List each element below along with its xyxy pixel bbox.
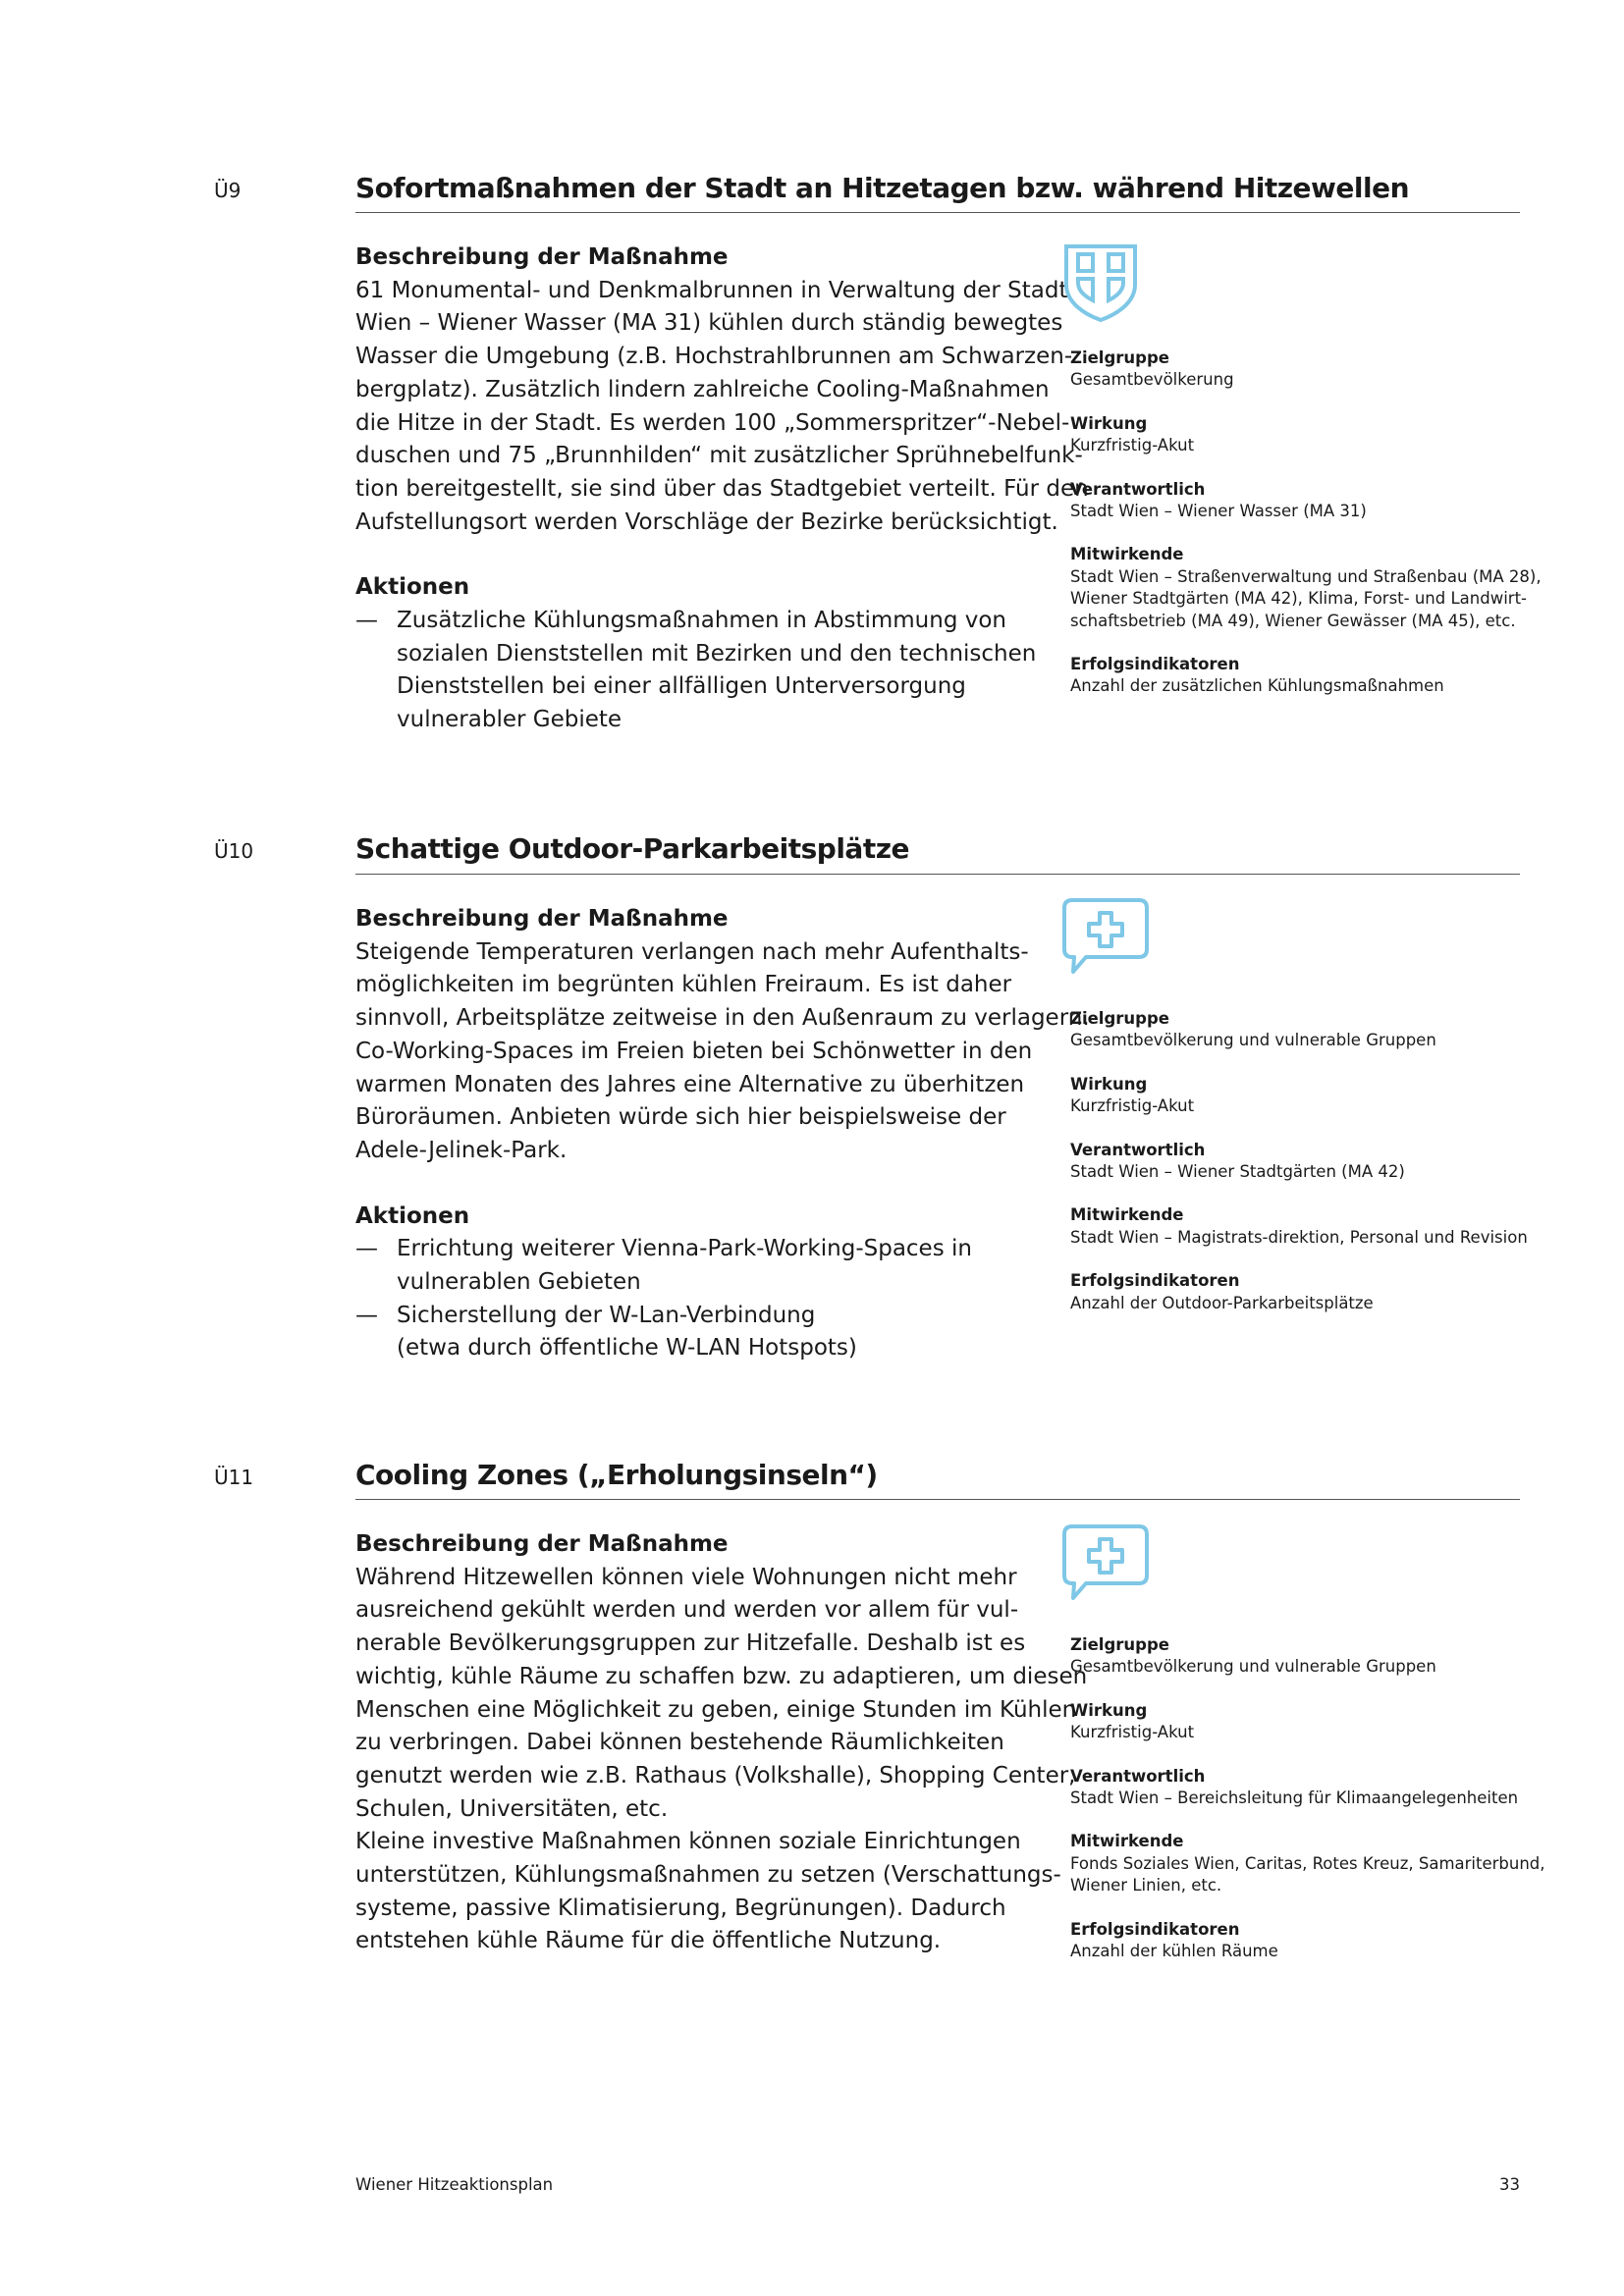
- participants-value: Stadt Wien – Straßenverwaltung und Straßenbau (MA 28),: [1070, 566, 1542, 586]
- description-heading: Beschreibung der Maßnahme: [355, 906, 729, 932]
- footer-document-title: Wiener Hitzeaktionsplan: [355, 2175, 554, 2194]
- participants-label: Mitwirkende: [1070, 545, 1184, 564]
- participants-value: Wiener Stadtgärten (MA 42), Klima, Forst- und Landwirt-: [1070, 589, 1528, 609]
- responsible-value: Stadt Wien – Wiener Stadtgärten (MA 42): [1070, 1162, 1405, 1182]
- effect-value: Kurzfristig-Akut: [1070, 1096, 1195, 1116]
- description-line: Adele-Jelinek-Park.: [355, 1137, 568, 1163]
- participants-label: Mitwirkende: [1070, 1832, 1184, 1851]
- action-line: vulnerablen Gebieten: [397, 1269, 641, 1296]
- description-line: Aufstellungsort werden Vorschläge der Bezirke berücksichtigt.: [355, 508, 1058, 535]
- indicators-label: Erfolgsindikatoren: [1070, 1271, 1240, 1291]
- info-column: [1070, 1008, 1532, 1336]
- actions-heading: Aktionen: [355, 574, 470, 601]
- description-line: Schulen, Universitäten, etc.: [355, 1795, 669, 1822]
- section-title: Cooling Zones („Erholungsinseln“): [355, 1459, 878, 1491]
- responsible-label: Verantwortlich: [1070, 479, 1206, 499]
- participants-label: Mitwirkende: [1070, 1205, 1184, 1225]
- description-line: duschen und 75 „Brunnhilden“ mit zusätzlicher Sprühnebelfunk-: [355, 443, 1083, 469]
- effect-block: [1070, 413, 1532, 457]
- action-item: [355, 1300, 1047, 1365]
- indicators-value: Anzahl der kühlen Räume: [1070, 1942, 1278, 1961]
- indicators-block: [1070, 1919, 1532, 1963]
- responsible-block: [1070, 1140, 1532, 1184]
- action-line: Sicherstellung der W-Lan-Verbindung: [397, 1302, 816, 1328]
- participants-block: [1070, 1831, 1545, 1896]
- section-divider: [355, 1499, 1520, 1500]
- description-line: systeme, passive Klimatisierung, Begrünungen). Dadurch: [355, 1895, 1006, 1921]
- responsible-value: Stadt Wien – Wiener Wasser (MA 31): [1070, 502, 1367, 521]
- action-line: Dienststellen bei einer allfälligen Unterversorgung: [397, 673, 966, 700]
- target-group-block: [1070, 347, 1532, 392]
- target-group-label: Zielgruppe: [1070, 1009, 1169, 1028]
- dash-bullet: —: [355, 1302, 378, 1328]
- section-number: Ü9: [214, 179, 242, 202]
- description-line: möglichkeiten im begrünten kühlen Freiraum. Es ist daher: [355, 972, 1012, 998]
- dash-bullet: —: [355, 608, 378, 634]
- description-text: [355, 275, 1089, 540]
- description-heading: Beschreibung der Maßnahme: [355, 244, 729, 270]
- effect-value: Kurzfristig-Akut: [1070, 1723, 1195, 1742]
- description-line: Wasser die Umgebung (z.B. Hochstrahlbrunnen am Schwarzen-: [355, 344, 1073, 370]
- actions-heading: Aktionen: [355, 1202, 470, 1229]
- indicators-value: Anzahl der zusätzlichen Kühlungsmaßnahmen: [1070, 676, 1444, 696]
- dash-bullet: —: [355, 1236, 378, 1262]
- description-line: nerable Bevölkerungsgruppen zur Hitzefalle. Deshalb ist es: [355, 1630, 1026, 1657]
- description-line: bergplatz). Zusätzlich lindern zahlreiche Cooling-Maßnahmen: [355, 376, 1050, 402]
- action-line: Errichtung weiterer Vienna-Park-Working-Spaces in: [397, 1236, 972, 1262]
- description-line: Steigende Temperaturen verlangen nach mehr Aufenthalts-: [355, 938, 1029, 965]
- effect-block: [1070, 1700, 1532, 1744]
- target-group-label: Zielgruppe: [1070, 348, 1169, 367]
- description-line: Wien – Wiener Wasser (MA 31) kühlen durch ständig bewegtes: [355, 310, 1063, 337]
- action-line: Zusätzliche Kühlungsmaßnahmen in Abstimmung von: [397, 608, 1006, 634]
- responsible-block: [1070, 1766, 1532, 1810]
- description-line: sinnvoll, Arbeitsplätze zeitweise in den Außenraum zu verlagern.: [355, 1005, 1090, 1032]
- responsible-label: Verantwortlich: [1070, 1766, 1206, 1786]
- description-column: [355, 241, 1089, 737]
- action-line: sozialen Dienststellen mit Bezirken und den technischen: [397, 640, 1037, 667]
- info-column: [1070, 1634, 1545, 1984]
- section-divider: [355, 212, 1520, 213]
- description-line: Während Hitzewellen können viele Wohnungen nicht mehr: [355, 1564, 1017, 1590]
- description-line: zu verbringen. Dabei können bestehende Räumlichkeiten: [355, 1730, 1004, 1756]
- action-item: [355, 605, 1047, 737]
- indicators-label: Erfolgsindikatoren: [1070, 655, 1240, 674]
- section-number: Ü11: [214, 1466, 254, 1489]
- effect-label: Wirkung: [1070, 1074, 1148, 1094]
- target-group-block: [1070, 1634, 1532, 1679]
- section-title: Sofortmaßnahmen der Stadt an Hitzetagen bzw. während Hitzewellen: [355, 172, 1410, 204]
- description-line: Büroräumen. Anbieten würde sich hier beispielsweise der: [355, 1104, 1006, 1131]
- target-group-value: Gesamtbevölkerung: [1070, 370, 1234, 390]
- action-line: (etwa durch öffentliche W-LAN Hotspots): [397, 1335, 857, 1362]
- description-line: entstehen kühle Räume für die öffentliche Nutzung.: [355, 1928, 942, 1954]
- health-cross-speech-bubble-icon: [1060, 1523, 1151, 1612]
- responsible-block: [1070, 479, 1532, 523]
- participants-block: [1070, 544, 1542, 632]
- description-line: Kleine investive Maßnahmen können soziale Einrichtungen: [355, 1829, 1021, 1855]
- health-cross-speech-bubble-icon: [1060, 897, 1151, 986]
- target-group-value: Gesamtbevölkerung und vulnerable Gruppen: [1070, 1031, 1436, 1050]
- indicators-value: Anzahl der Outdoor-Parkarbeitsplätze: [1070, 1293, 1374, 1312]
- description-line: Co-Working-Spaces im Freien bieten bei Schönwetter in den: [355, 1038, 1033, 1064]
- description-line: tion bereitgestellt, sie sind über das Stadtgebiet verteilt. Für den: [355, 475, 1089, 502]
- description-text: [355, 1562, 1088, 1958]
- responsible-value: Stadt Wien – Bereichsleitung für Klimaangelegenheiten: [1070, 1789, 1519, 1808]
- section-divider: [355, 874, 1520, 875]
- participants-value: Stadt Wien – Magistrats-direktion, Personal und Revision: [1070, 1227, 1528, 1247]
- target-group-label: Zielgruppe: [1070, 1635, 1169, 1654]
- description-column: [355, 903, 1090, 1365]
- participants-block: [1070, 1204, 1532, 1249]
- effect-label: Wirkung: [1070, 413, 1148, 433]
- description-text: [355, 936, 1090, 1168]
- description-heading: Beschreibung der Maßnahme: [355, 1531, 729, 1557]
- description-line: 61 Monumental- und Denkmalbrunnen in Verwaltung der Stadt: [355, 277, 1068, 303]
- effect-label: Wirkung: [1070, 1700, 1148, 1720]
- description-column: [355, 1528, 1088, 1958]
- vienna-shield-icon: [1060, 241, 1143, 324]
- indicators-block: [1070, 1270, 1532, 1314]
- footer-page-number: 33: [1499, 2175, 1520, 2194]
- section-number: Ü10: [214, 839, 254, 863]
- section-title: Schattige Outdoor-Parkarbeitsplätze: [355, 832, 909, 865]
- participants-value: Wiener Linien, etc.: [1070, 1876, 1222, 1896]
- description-line: die Hitze in der Stadt. Es werden 100 „Sommerspritzer“-Nebel-: [355, 409, 1070, 436]
- participants-value: Fonds Soziales Wien, Caritas, Rotes Kreuz, Samariterbund,: [1070, 1853, 1545, 1873]
- indicators-label: Erfolgsindikatoren: [1070, 1919, 1240, 1939]
- description-line: unterstützen, Kühlungsmaßnahmen zu setzen (Verschattungs-: [355, 1862, 1061, 1889]
- description-line: Menschen eine Möglichkeit zu geben, einige Stunden im Kühlen: [355, 1696, 1077, 1723]
- target-group-value: Gesamtbevölkerung und vulnerable Gruppen: [1070, 1657, 1436, 1677]
- info-column: [1070, 347, 1542, 720]
- action-line: vulnerabler Gebiete: [397, 707, 623, 733]
- responsible-label: Verantwortlich: [1070, 1140, 1206, 1159]
- description-line: wichtig, kühle Räume zu schaffen bzw. zu adaptieren, um diesen: [355, 1663, 1088, 1689]
- description-line: ausreichend gekühlt werden und werden vor allem für vul-: [355, 1597, 1019, 1624]
- target-group-block: [1070, 1008, 1532, 1052]
- description-line: warmen Monaten des Jahres eine Alternative zu überhitzen: [355, 1071, 1025, 1097]
- effect-value: Kurzfristig-Akut: [1070, 436, 1195, 455]
- participants-value: schaftsbetrieb (MA 49), Wiener Gewässer (MA 45), etc.: [1070, 611, 1516, 630]
- effect-block: [1070, 1074, 1532, 1118]
- description-line: genutzt werden wie z.B. Rathaus (Volkshalle), Shopping Center,: [355, 1762, 1076, 1789]
- action-item: [355, 1233, 1047, 1299]
- indicators-block: [1070, 654, 1532, 698]
